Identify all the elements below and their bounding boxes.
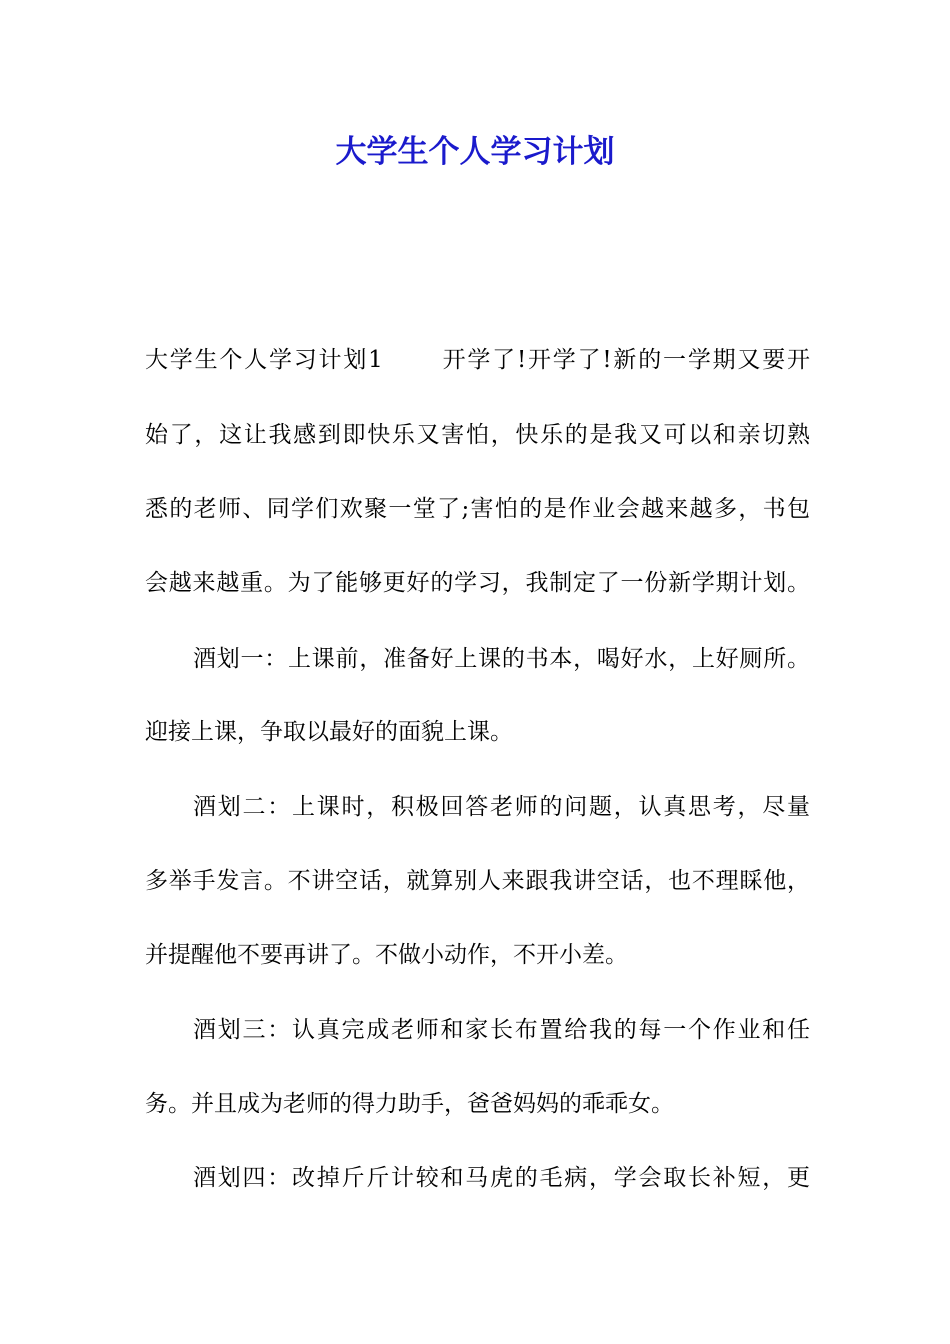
paragraph-line: 悉的老师、同学们欢聚一堂了;害怕的是作业会越来越多，书包 xyxy=(145,496,810,522)
paragraph-line: 多举手发言。不讲空话，就算别人来跟我讲空话，也不理睬他， xyxy=(145,868,810,894)
paragraph-line: 酒划二：上课时，积极回答老师的问题，认真思考，尽量 xyxy=(193,794,810,820)
paragraph-line: 会越来越重。为了能够更好的学习，我制定了一份新学期计划。 xyxy=(145,570,810,596)
paragraph-line: 始了，这让我感到即快乐又害怕，快乐的是我又可以和亲切熟 xyxy=(145,422,810,448)
document-title: 大学生个人学习计划 xyxy=(335,134,615,170)
section-heading: 大学生个人学习计划1 xyxy=(145,347,383,373)
paragraph-line: 酒划三：认真完成老师和家长布置给我的每一个作业和任 xyxy=(193,1017,810,1043)
paragraph-line: 迎接上课，争取以最好的面貌上课。 xyxy=(145,719,513,745)
paragraph-line: 务。并且成为老师的得力助手，爸爸妈妈的乖乖女。 xyxy=(145,1091,674,1117)
paragraph-line: 酒划一：上课前，准备好上课的书本，喝好水，上好厕所。 xyxy=(193,646,810,672)
line-text: 开学了!开学了!新的一学期又要开 xyxy=(440,347,810,373)
paragraph-line: 酒划四：改掉斤斤计较和马虎的毛病，学会取长补短，更 xyxy=(193,1165,810,1191)
paragraph-line: 并提醒他不要再讲了。不做小动作，不开小差。 xyxy=(145,942,628,968)
paragraph-line xyxy=(145,340,810,380)
